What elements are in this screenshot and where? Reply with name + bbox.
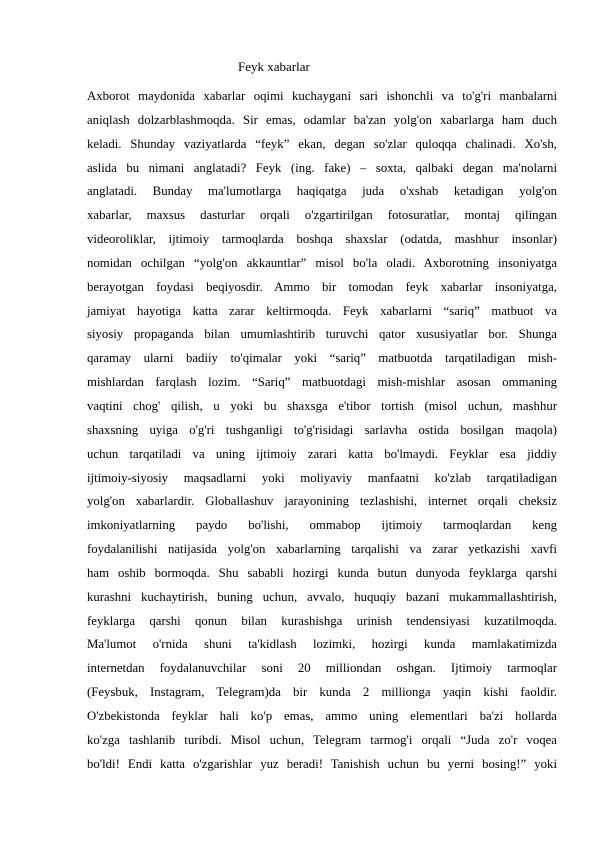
text-line: vaqtini chog' qilish, u yoki bu shaxsga e'tibor tortish (misol uchun, mashhur xyxy=(87,398,557,413)
text-line: Ma'lumot o'rnida shuni ta'kidlash lozimki, hozirgi kunda mamlakatimizda xyxy=(87,637,557,652)
text-line: berayotgan foydasi beqiyosdir. Ammo bir tomodan feyk xabarlar insoniyatga, xyxy=(87,279,557,294)
text-line: internetdan foydalanuvchilar soni 20 milliondan oshgan. Ijtimoiy tarmoqlar xyxy=(87,661,557,676)
text-line: jamiyat hayotiga katta zarar keltirmoqda. Feyk xabarlarni “sariq” matbuot va xyxy=(87,303,557,318)
text-line: imkoniyatlarning paydo bo'lishi, ommabop ijtimoiy tarmoqlardan keng xyxy=(87,518,557,533)
text-line: bo'ldi! Endi katta o'zgarishlar yuz beradi! Tanishish uchun bu yerni bosing!” yoki xyxy=(87,756,557,771)
text-line: (Feysbuk, Instagram, Telegram)da bir kunda 2 millionga yaqin kishi faoldir. xyxy=(87,685,557,700)
text-line: shaxsning uyiga o'g'ri tushganligi to'g'risidagi sarlavha ostida bosilgan maqola) xyxy=(87,422,557,437)
text-line: ijtimoiy-siyosiy maqsadlarni yoki moliyaviy manfaatni ko'zlab tarqatiladigan xyxy=(87,470,557,485)
text-line: ko'zga tashlanib turibdi. Misol uchun, Telegram tarmog'i orqali “Juda zo'r voqea xyxy=(87,732,557,747)
text-line: feyklarga qarshi qonun bilan kurashishga urinish tendensiyasi kuzatilmoqda. xyxy=(87,613,557,628)
text-line: mishlardan farqlash lozim. “Sariq” matbuotdagi mish-mishlar asosan ommaning xyxy=(87,375,557,390)
text-line: nomidan ochilgan “yolg'on akkauntlar” misol bo'la oladi. Axborotning insoniyatga xyxy=(87,255,557,270)
text-line: xabarlar, maxsus dasturlar orqali o'zgartirilgan fotosuratlar, montaj qilingan xyxy=(87,208,557,223)
text-line: qaramay ularni badiiy to'qimalar yoki “sariq” matbuotda tarqatiladigan mish- xyxy=(87,351,557,366)
text-line: aniqlash dolzarblashmoqda. Sir emas, odamlar ba'zan yolg'on xabarlarga ham duch xyxy=(87,112,557,127)
text-line: O'zbekistonda feyklar hali ko'p emas, ammo uning elementlari ba'zi hollarda xyxy=(87,708,557,723)
text-line: yolg'on xabarlardir. Globallashuv jarayonining tezlashishi, internet orqali cheksiz xyxy=(87,494,557,509)
text-line: keladi. Shunday vaziyatlarda “feyk” ekan, degan so'zlar quloqqa chalinadi. Xo'sh, xyxy=(87,136,557,151)
document-title: Feyk xabarlar xyxy=(238,59,310,74)
text-line: Axborot maydonida xabarlar oqimi kuchaygani sari ishonchli va to'g'ri manbalarni xyxy=(87,89,557,103)
text-line: foydalanilishi natijasida yolg'on xabarlarning tarqalishi va zarar yetkazishi xavfi xyxy=(87,542,557,557)
text-line: uchun tarqatiladi va uning ijtimoiy zarari katta bo'lmaydi. Feyklar esa jiddiy xyxy=(87,446,557,461)
text-line: siyosiy propaganda bilan umumlashtirib turuvchi qator xususiyatlar bor. Shunga xyxy=(87,327,557,342)
text-line: kurashni kuchaytirish, buning uchun, avvalo, huquqiy bazani mukammallashtirish, xyxy=(87,589,557,604)
text-line: anglatadi. Bunday ma'lumotlarga haqiqatga juda o'xshab ketadigan yolg'on xyxy=(87,184,557,199)
text-line: ham oshib bormoqda. Shu sababli hozirgi kunda butun dunyoda feyklarga qarshi xyxy=(87,565,557,580)
document-body xyxy=(87,85,557,776)
text-line: videoroliklar, ijtimoiy tarmoqlarda boshqa shaxslar (odatda, mashhur insonlar) xyxy=(87,232,557,247)
text-line: aslida bu nimani anglatadi? Feyk (ing. fake) – soxta, qalbaki degan ma'nolarni xyxy=(87,160,557,175)
